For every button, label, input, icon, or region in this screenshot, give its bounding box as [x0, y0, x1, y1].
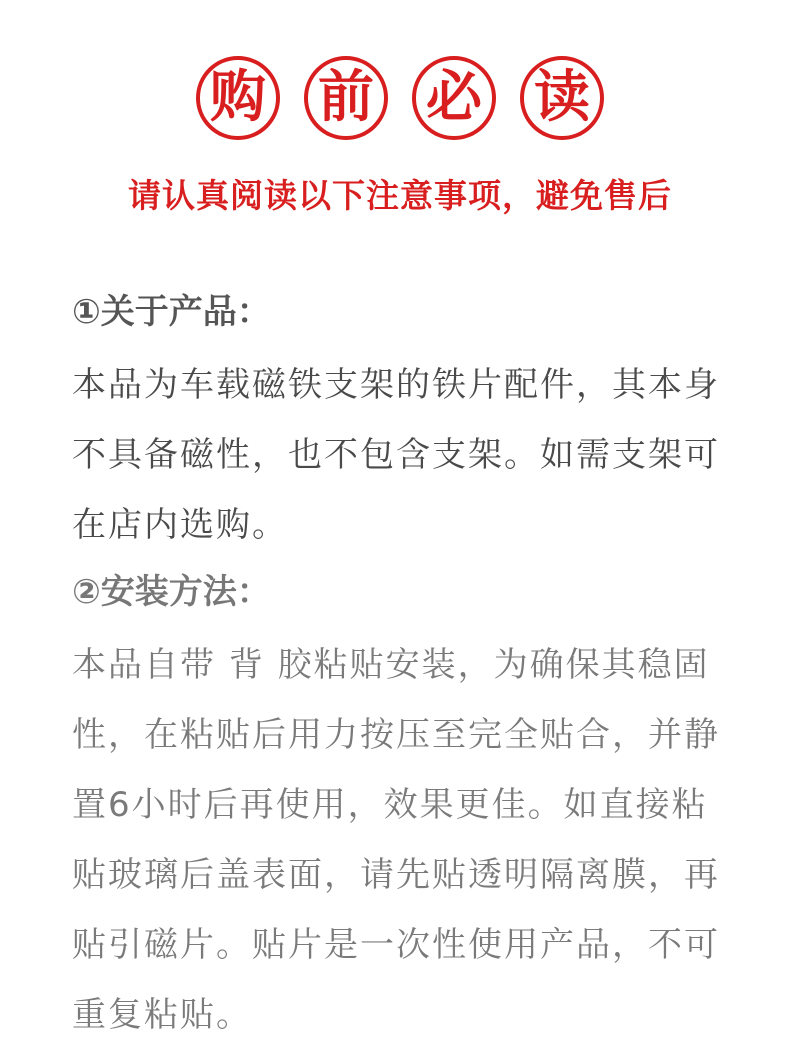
- section-body-installation: 本品自带 背 胶粘贴安装，为确保其稳固性，在粘贴后用力按压至完全贴合，并静置6小时后再使用，效果更佳。如直接粘贴玻璃后盖表面，请先贴透明隔离膜，再贴引磁片。贴片是一次性使用产品，不可重复粘贴。: [72, 645, 720, 1035]
- section-body-about-product: 本品为车载磁铁支架的铁片配件，其本身不具备磁性，也不包含支架。如需支架可在店内选购。: [72, 365, 720, 545]
- section-about-product: [72, 290, 732, 560]
- title-char-4: 读: [520, 56, 604, 140]
- title-char-3: 必: [412, 56, 496, 140]
- section-title-installation: ②安装方法：: [72, 572, 271, 612]
- title-char-2: 前: [304, 56, 388, 140]
- section-installation: [72, 570, 732, 1050]
- title-char-1: 购: [196, 56, 280, 140]
- page-title: [0, 56, 800, 140]
- page-subtitle: 请认真阅读以下注意事项，避免售后: [128, 176, 672, 215]
- section-title-about-product: ①关于产品：: [72, 292, 271, 332]
